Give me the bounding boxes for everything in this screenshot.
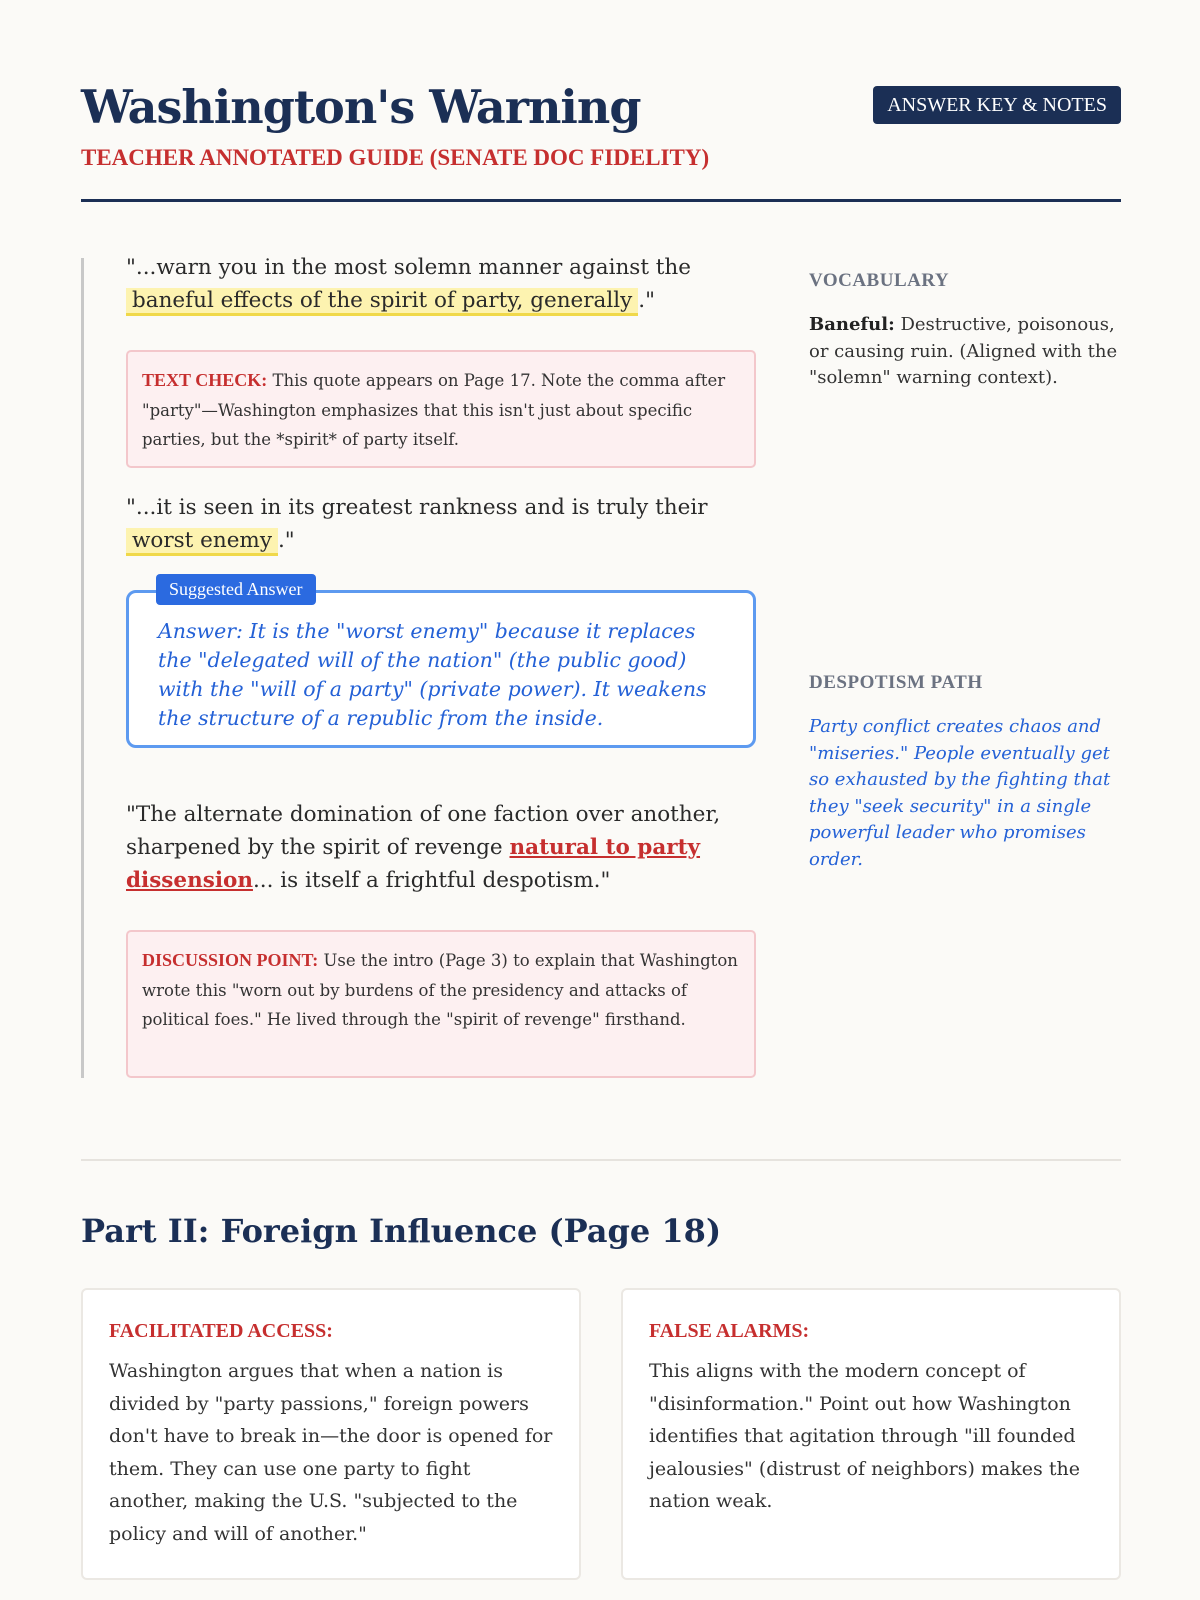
- suggested-answer-box: [126, 590, 756, 748]
- despotism-path-text: Party conflict creates chaos and "miseries." People eventually get so exhausted by the fighting that they "seek security" in a single powerful leader who promises order.: [809, 716, 1111, 870]
- section-divider: [81, 1159, 1121, 1161]
- facilitated-access-card: [81, 1288, 581, 1580]
- quote-2-prefix: "...it is seen in its greatest rankness and is truly their: [126, 495, 708, 520]
- card-body: Washington argues that when a nation is divided by "party passions," foreign powers don't have to break in—the door is opened for them. They can use one party to fight another, making the U.S. "subjected to the policy and will of another.": [109, 1360, 553, 1545]
- page-subtitle: TEACHER ANNOTATED GUIDE (SENATE DOC FIDELITY): [81, 145, 710, 170]
- false-alarms-card: [621, 1288, 1121, 1580]
- vocabulary-term: Baneful:: [809, 314, 895, 335]
- card-heading: FACILITATED ACCESS:: [109, 1320, 333, 1342]
- answer-key-badge: ANSWER KEY & NOTES: [873, 86, 1121, 124]
- vocabulary-heading: VOCABULARY: [809, 270, 950, 291]
- card-heading: FALSE ALARMS:: [649, 1320, 810, 1342]
- page-title: Washington's Warning: [81, 80, 641, 134]
- quotes-column: [81, 255, 755, 1078]
- discussion-point-note: [126, 930, 756, 1078]
- despotism-path-heading: DESPOTISM PATH: [809, 672, 983, 693]
- quote-2: [126, 491, 756, 557]
- text-check-note: [126, 350, 756, 468]
- quote-3: [126, 798, 756, 897]
- quote-1-suffix: .": [638, 288, 655, 313]
- text-check-body: This quote appears on Page 17. Note the comma after "party"—Washington emphasizes that this isn't just about specific parties, but the *spirit* of party itself.: [142, 371, 726, 449]
- quote-3-suffix: ... is itself a frightful despotism.": [252, 868, 611, 893]
- quote-3-prefix: "The alternate domination of one faction over another, sharpened by the spirit of revenge: [126, 802, 721, 860]
- discussion-point-body: Use the intro (Page 3) to explain that Washington wrote this "worn out by burdens of the presidency and attacks of political foes." He lived through the "spirit of revenge" firsthand.: [142, 951, 738, 1029]
- discussion-point-label: DISCUSSION POINT:: [142, 950, 319, 970]
- suggested-answer-text: Answer: It is the "worst enemy" because it replaces the "delegated will of the nation" (the public good) with the "will of a party" (private power). It weakens the structure of a republic from the inside.: [158, 619, 707, 730]
- quote-1-highlight: baneful effects of the spirit of party, generally: [126, 288, 638, 316]
- quote-1-prefix: "...warn you in the most solemn manner against the: [126, 255, 692, 280]
- vocabulary-entry: [809, 312, 1121, 392]
- suggested-answer-tag: Suggested Answer: [156, 574, 316, 605]
- quote-1: [126, 251, 756, 317]
- quote-3-underline: natural to party dissension: [126, 835, 701, 893]
- quote-2-suffix: .": [277, 528, 295, 553]
- header-divider: [81, 199, 1121, 202]
- quote-2-highlight: worst enemy: [126, 528, 278, 556]
- part-2-title: Part II: Foreign Influence (Page 18): [81, 1212, 722, 1250]
- card-body: This aligns with the modern concept of "disinformation." Point out how Washington identifies that agitation through "ill founded jealousies" (distrust of neighbors) makes the nation weak.: [649, 1360, 1080, 1512]
- vocabulary-definition: Destructive, poisonous, or causing ruin. (Aligned with the "solemn" warning context).: [809, 314, 1118, 388]
- text-check-label: TEXT CHECK:: [142, 370, 268, 390]
